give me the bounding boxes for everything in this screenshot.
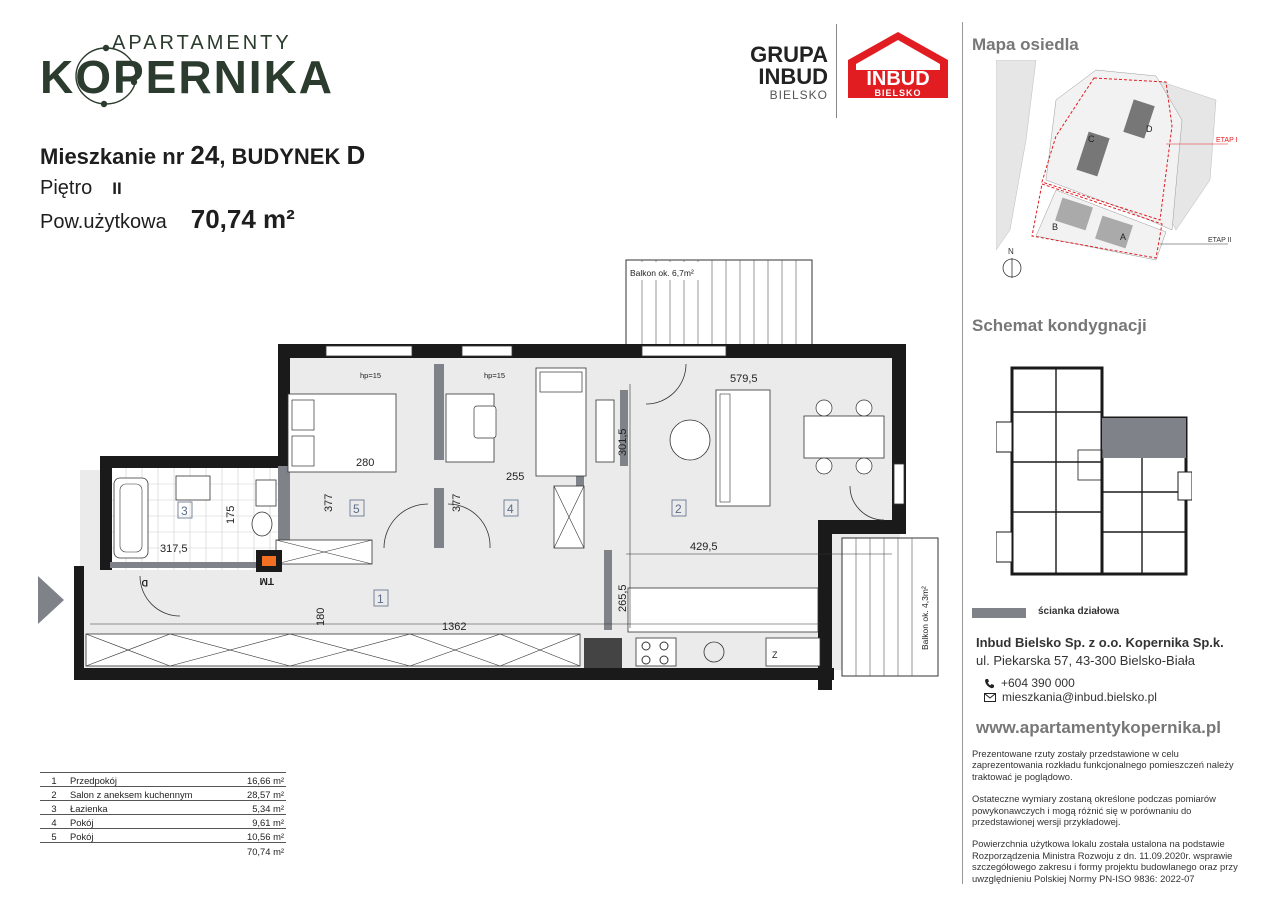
area-label: Pow.użytkowa <box>40 211 167 233</box>
room-area: 16,66 m² <box>222 773 286 787</box>
apartment-title <box>40 140 365 171</box>
north-label: N <box>1008 247 1014 256</box>
right-column-divider <box>962 22 963 884</box>
room-area: 10,56 m² <box>222 829 286 843</box>
table-row <box>40 787 286 801</box>
grupa-line1: GRUPA <box>750 42 828 67</box>
balcony-top-label: Balkon ok. 6,7m² <box>630 268 694 278</box>
grupa-line3: BIELSKO <box>769 88 828 102</box>
building-letter: D <box>346 140 366 170</box>
building-b-label: B <box>1052 222 1059 232</box>
room-tag-5: 5 <box>353 502 360 516</box>
dim-salon-width: 579,5 <box>730 373 758 385</box>
dim-room5-width: 280 <box>356 457 375 469</box>
site-map-title: Mapa osiedla <box>972 35 1079 54</box>
note-2: Ostateczne wymiary zostaną określone podczas pomiarów powykonawczych i mogą różnić się w porównaniu do przedstawionej wersji przykładowej. <box>972 793 1216 828</box>
area-info <box>40 204 295 235</box>
inbud-bielsko-badge <box>846 30 950 100</box>
floor-plan <box>30 250 950 690</box>
building-d-label: D <box>1146 124 1153 134</box>
floor-schema <box>996 352 1192 582</box>
hp-right-label: hp=15 <box>484 371 506 380</box>
dim-bath-depth: 175 <box>225 505 237 524</box>
room-name: Salon z aneksem kuchennym <box>68 787 222 801</box>
room-number: 4 <box>40 815 68 829</box>
dim-room4-width: 255 <box>506 471 525 483</box>
rooms-total: 70,74 m² <box>247 845 284 857</box>
company-address: ul. Piekarska 57, 43-300 Bielsko-Biała <box>976 653 1195 668</box>
badge-main-text: INBUD <box>866 68 930 90</box>
etap1-label: ETAP I <box>1216 137 1238 144</box>
dim-room5-depth: 377 <box>323 493 335 512</box>
apartamenty-kopernika-logo <box>40 30 340 110</box>
dim-salon-lower: 429,5 <box>690 541 718 553</box>
schema-title: Schemat kondygnacji <box>972 316 1147 335</box>
phone-row <box>984 676 1075 690</box>
table-row <box>40 801 286 815</box>
floor-value: II <box>112 179 122 198</box>
d-mark: D <box>141 578 148 588</box>
building-c-label: C <box>1088 134 1095 144</box>
room-area: 5,34 m² <box>222 801 286 815</box>
email-address[interactable]: mieszkania@inbud.bielsko.pl <box>1002 690 1157 704</box>
room-tag-1: 1 <box>377 592 384 606</box>
z-mark: Z <box>772 650 778 660</box>
room-name: Przedpokój <box>68 773 222 787</box>
website-link[interactable]: www.apartamentykopernika.pl <box>976 718 1221 737</box>
floor-info <box>40 177 122 200</box>
partition-legend-swatch <box>972 608 1026 618</box>
dim-kitchen-depth: 265,5 <box>617 584 629 612</box>
grupa-inbud-logo <box>738 44 828 102</box>
building-label: , BUDYNEK <box>219 144 341 169</box>
apartment-number: 24 <box>190 140 220 170</box>
phone-number[interactable]: +604 390 000 <box>1001 676 1075 690</box>
envelope-icon <box>984 693 996 702</box>
logo-divider <box>836 24 837 118</box>
entrance-arrow-icon <box>38 576 64 624</box>
room-number: 3 <box>40 801 68 815</box>
room-tag-3: 3 <box>181 504 188 518</box>
badge-sub-text: BIELSKO <box>874 88 922 98</box>
dim-hall-depth: 180 <box>315 607 327 626</box>
room-area: 28,57 m² <box>222 787 286 801</box>
grupa-line2: INBUD <box>758 64 828 89</box>
dim-total-length: 1362 <box>442 621 467 633</box>
floor-label: Piętro <box>40 177 93 199</box>
hp-left-label: hp=15 <box>360 371 382 380</box>
apartment-label: Mieszkanie nr <box>40 144 185 169</box>
table-row <box>40 815 286 829</box>
rooms-table <box>40 772 286 857</box>
dim-bath-width: 317,5 <box>160 543 188 555</box>
etap2-label: ETAP II <box>1208 237 1232 244</box>
dim-room4-depth: 377 <box>451 493 463 512</box>
balcony-right-label: Balkon ok. 4,3m² <box>920 586 930 650</box>
note-3: Powierzchnia użytkowa lokalu została ustalona na podstawie Rozporządzenia Ministra Rozwoju z dn. 11.09.2020r. wsprawie szczegółowego zakresu i formy projektu budowlanego oraz przy uwzględnieniu Polskiej Normy PN-ISO 9836: 2022-07 <box>972 838 1238 884</box>
dim-salon-depth: 301,5 <box>617 428 629 456</box>
room-name: Pokój <box>68 829 222 843</box>
room-name: Pokój <box>68 815 222 829</box>
partition-legend-label: ścianka działowa <box>1038 606 1120 617</box>
table-total-row <box>40 843 286 857</box>
room-number: 5 <box>40 829 68 843</box>
room-number: 1 <box>40 773 68 787</box>
tm-label: TM <box>259 575 274 586</box>
room-tag-4: 4 <box>507 502 514 516</box>
company-info <box>976 634 1224 670</box>
logo-tagline: APARTAMENTY <box>112 32 292 54</box>
disclaimer-notes <box>972 748 1242 895</box>
site-map <box>996 60 1246 304</box>
building-a-label: A <box>1120 232 1127 242</box>
note-1: Prezentowane rzuty zostały przedstawione w celu zaprezentowania rozkładu funkcjonalnego pomieszczeń należy traktować je poglądowo. <box>972 748 1234 782</box>
table-row <box>40 829 286 843</box>
room-number: 2 <box>40 787 68 801</box>
company-name: Inbud Bielsko Sp. z o.o. Kopernika Sp.k. <box>976 635 1224 650</box>
phone-icon <box>984 678 995 689</box>
area-value: 70,74 m² <box>190 204 295 234</box>
room-area: 9,61 m² <box>222 815 286 829</box>
logo-wordmark: KOPERNIKA <box>40 51 335 103</box>
email-row <box>984 690 1157 704</box>
room-name: Łazienka <box>68 801 222 815</box>
room-tag-2: 2 <box>675 502 682 516</box>
table-row <box>40 773 286 787</box>
